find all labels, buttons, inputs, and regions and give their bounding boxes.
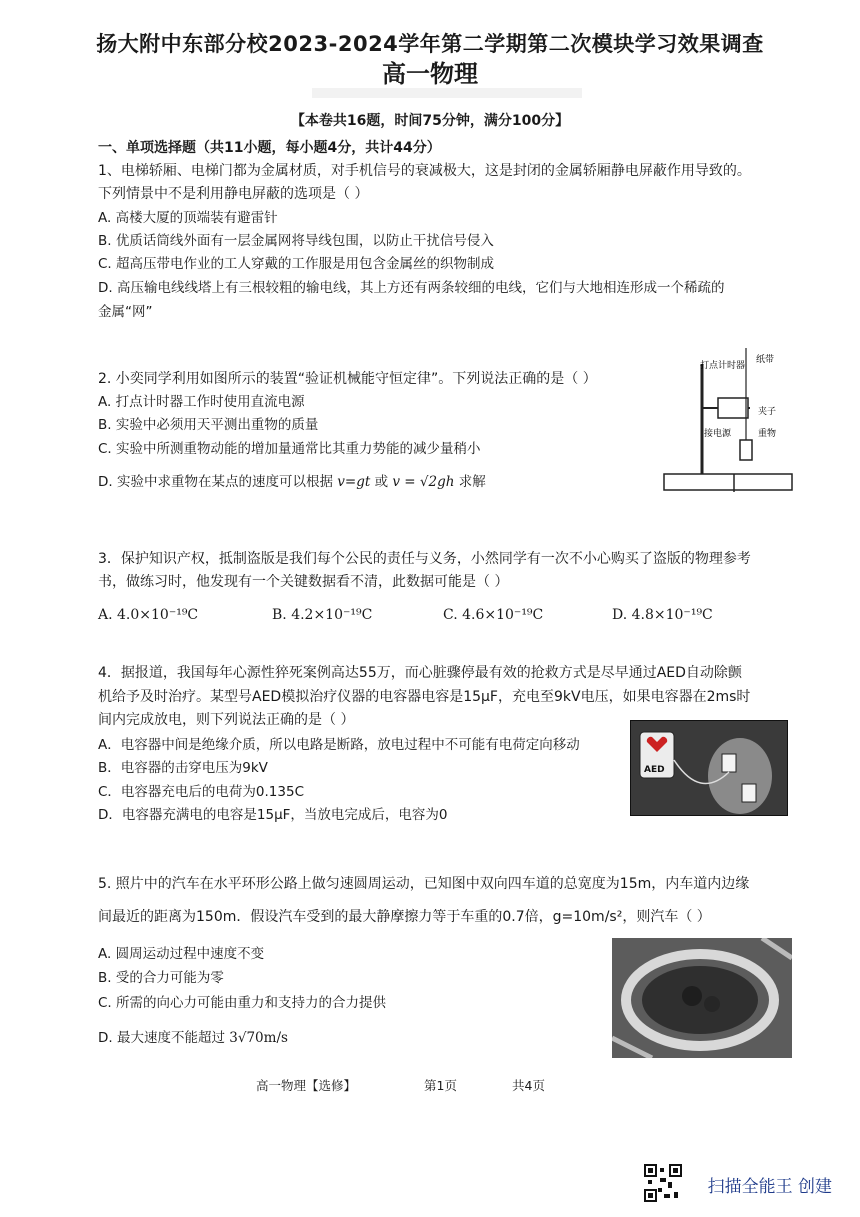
q2-apparatus-figure	[660, 344, 800, 498]
electrode-pad-upper	[722, 754, 736, 772]
stand-base	[664, 474, 792, 490]
q5-option-d-pre: D. 最大速度不能超过	[98, 1030, 225, 1046]
q4-option-d: D．电容器充满电的电容是15μF，当放电完成后，电容为0	[98, 807, 448, 823]
electrode-pad-lower	[742, 784, 756, 802]
aed-label: AED	[644, 765, 665, 775]
q2-formula-v-sqrt: v = √2gh	[392, 474, 455, 490]
q4-stem-line3: 间内完成放电，则下列说法正确的是（ ）	[98, 712, 355, 728]
q3-stem-line1: 3．保护知识产权，抵制盗版是我们每个公民的责任与义务，小然同学有一次不小心购买了盗版的物理参考	[98, 551, 751, 567]
q2-option-b: B. 实验中必须用天平测出重物的质量	[98, 417, 319, 433]
label-weight: 重物	[758, 429, 777, 439]
q1-option-d-line2: 金属“网”	[98, 304, 153, 320]
label-timer: 打点计时器	[700, 361, 746, 371]
q2-stem: 2. 小奕同学利用如图所示的装置“验证机械能守恒定律”。下列说法正确的是（ ）	[98, 371, 597, 387]
q4-aed-figure	[630, 720, 788, 816]
q2-option-d	[98, 470, 486, 490]
q2-option-c: C. 实验中所测重物动能的增加量通常比其重力势能的减少量稍小	[98, 441, 481, 457]
q4-option-b: B．电容器的击穿电压为9kV	[98, 760, 268, 776]
q1-stem-line2: 下列情景中不是利用静电屏蔽的选项是（ ）	[98, 186, 369, 202]
q1-option-d-line1: D. 高压输电线线塔上有三根较粗的输电线，其上方还有两条较细的电线，它们与大地相连形成一个稀疏的	[98, 280, 725, 296]
faint-scan-strip	[312, 88, 582, 98]
scanner-brand-watermark: 扫描全能王 创建	[707, 1177, 832, 1197]
q2-option-a: A. 打点计时器工作时使用直流电源	[98, 394, 305, 410]
q3-option-d: D. 4.8×10⁻¹⁹C	[612, 607, 713, 623]
q2-formula-v-gt: v=gt	[337, 474, 371, 490]
q4-option-a: A．电容器中间是绝缘介质，所以电路是断路，放电过程中不可能有电荷定向移动	[98, 737, 580, 753]
q2-option-d-mid: 或	[374, 474, 389, 490]
weight	[740, 440, 752, 460]
q5-formula-vmax: 3√70m/s	[229, 1030, 288, 1046]
q5-option-b: B. 受的合力可能为零	[98, 970, 224, 986]
exam-title: 扬大附中东部分校2023-2024学年第二学期第二次模块学习效果调查	[96, 32, 764, 56]
q4-option-c: C．电容器充电后的电荷为0.135C	[98, 784, 304, 800]
q4-stem-line2: 机给予及时治疗。某型号AED模拟治疗仪器的电容器电容是15μF，充电至9kV电压，如果电容器在2ms时	[98, 689, 751, 705]
q4-stem-line1: 4．据报道，我国每年心源性猝死案例高达55万，而心脏骤停最有效的抢救方式是尽早通过AED自动除颤	[98, 665, 742, 681]
section-heading: 一、单项选择题（共11小题，每小题4分，共计44分）	[98, 140, 441, 156]
q3-option-c: C. 4.6×10⁻¹⁹C	[443, 607, 544, 623]
q5-option-d	[98, 1026, 288, 1046]
q5-option-a: A. 圆周运动过程中速度不变	[98, 946, 265, 962]
q2-option-d-post: 求解	[458, 474, 486, 490]
q3-stem-line2: 书，做练习时，他发现有一个关键数据看不清，此数据可能是（ ）	[98, 574, 509, 590]
label-clip: 夹子	[758, 407, 777, 417]
q2-option-d-pre: D. 实验中求重物在某点的速度可以根据	[98, 474, 333, 490]
q5-ring-road-photo	[612, 938, 792, 1058]
q5-stem-line1: 5. 照片中的汽车在水平环形公路上做匀速圆周运动，已知图中双向四车道的总宽度为15m，内车道内边缘	[98, 876, 750, 892]
q3-option-b: B. 4.2×10⁻¹⁹C	[272, 607, 373, 623]
exam-info: 【本卷共16题，时间75分钟，满分100分】	[290, 113, 570, 129]
exam-subject: 高一物理	[382, 60, 478, 88]
q1-option-b: B. 优质话筒线外面有一层金属网将导线包围，以防止干扰信号侵入	[98, 233, 494, 249]
q1-option-a: A. 高楼大厦的顶端装有避雷针	[98, 210, 278, 226]
footer-total: 共4页	[512, 1078, 545, 1093]
q1-option-c: C. 超高压带电作业的工人穿戴的工作服是用包含金属丝的织物制成	[98, 256, 495, 272]
torso	[708, 738, 772, 814]
qr-code-icon	[644, 1164, 682, 1202]
label-tape: 纸带	[756, 355, 775, 365]
timer-body	[718, 398, 748, 418]
q3-option-a: A. 4.0×10⁻¹⁹C	[98, 607, 199, 623]
footer-course: 高一物理【选修】	[256, 1078, 357, 1093]
q5-stem-line2: 间最近的距离为150m．假设汽车受到的最大静摩擦力等于车重的0.7倍，g=10m/s²，则汽车（ ）	[98, 909, 711, 925]
footer-page: 第1页	[424, 1078, 457, 1093]
q5-option-c: C. 所需的向心力可能由重力和支持力的合力提供	[98, 995, 387, 1011]
q1-stem-line1: 1、电梯轿厢、电梯门都为金属材质，对手机信号的衰减极大，这是封闭的金属轿厢静电屏蔽作用导致的。	[98, 163, 751, 179]
label-power: 接电源	[704, 429, 732, 439]
